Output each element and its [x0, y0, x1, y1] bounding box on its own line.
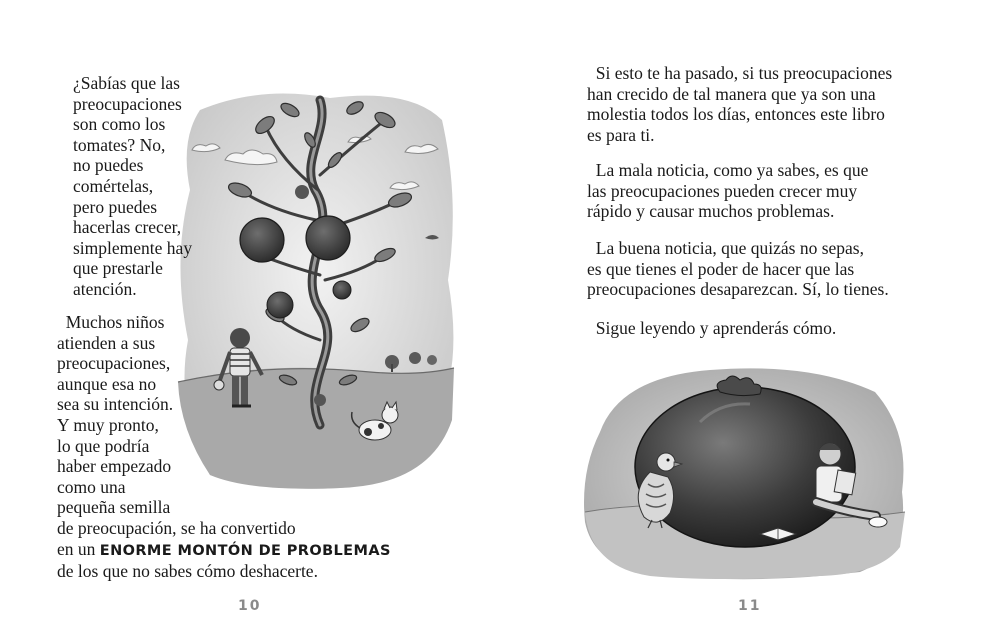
page-number: 11 — [738, 598, 762, 614]
giant-tomato-illustration — [580, 362, 912, 582]
right-paragraph-3: La buena noticia, que quizás no sepas, es que tienes el poder de hacer que las preocupaciones desaparezcan. Sí, lo tienes. — [587, 238, 889, 300]
left-paragraph-2: Muchos niños atienden a sus preocupaciones, aunque esa no sea su intención. Y muy pronto, lo que podría haber empezado como una pequeña semilla de preocupación, se ha convertido en un ENORME MONTÓN DE PROBLEMAS de los que no sabes cómo deshacerte. — [57, 312, 391, 582]
highlighted-phrase: ENORME MONTÓN DE PROBLEMAS — [99, 542, 391, 559]
right-page — [498, 0, 996, 643]
right-paragraph-4: Sigue leyendo y aprenderás cómo. — [595, 318, 837, 338]
left-paragraph-1: ¿Sabías que las preocupaciones son como los tomates? No, no puedes comértelas, pero puedes hacerlas crecer, simplemente hay que prestarle atención. — [73, 73, 193, 299]
page-number: 10 — [238, 598, 262, 614]
right-paragraph-2: La mala noticia, como ya sabes, es que las preocupaciones pueden crecer muy rápido y causar muchos problemas. — [587, 160, 869, 222]
right-paragraph-1: Si esto te ha pasado, si tus preocupaciones han crecido de tal manera que ya son una molestia todos los días, entonces este libro es para ti. — [587, 63, 893, 145]
